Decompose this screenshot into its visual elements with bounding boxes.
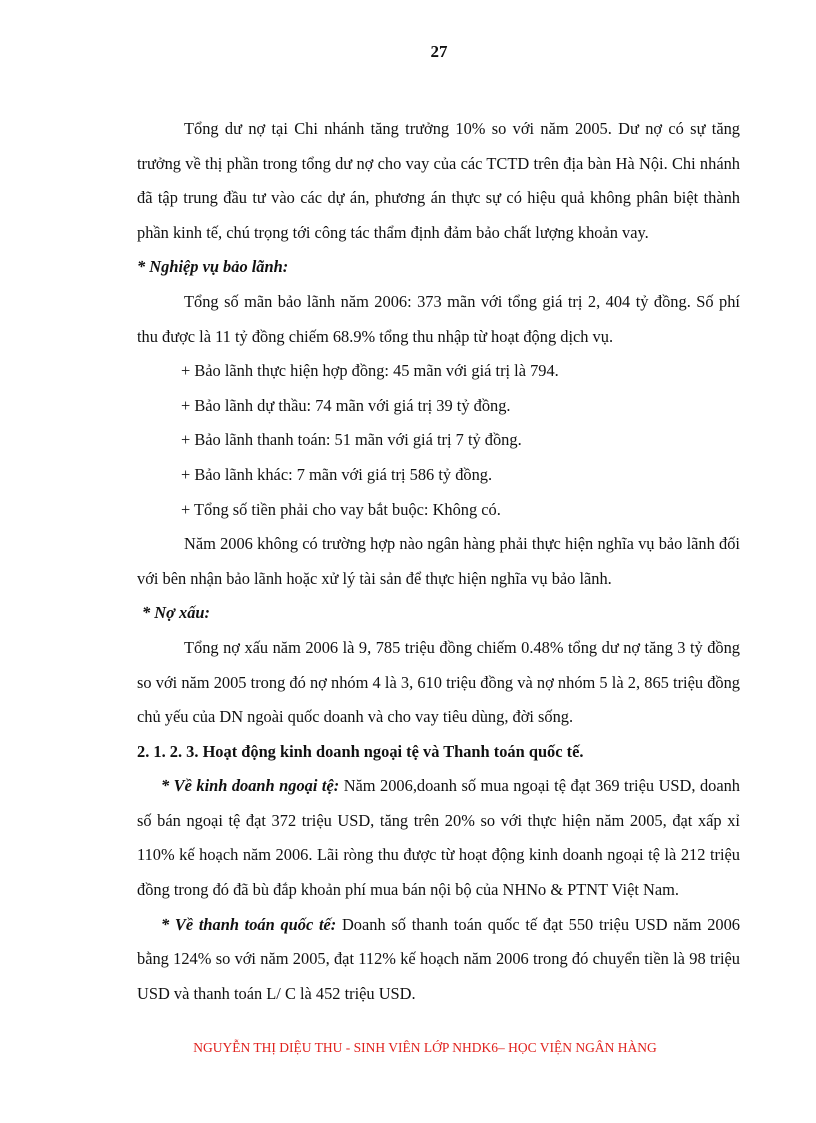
page-number: 27 (430, 42, 448, 61)
paragraph-loan-growth: Tổng dư nợ tại Chi nhánh tăng trưởng 10% so với năm 2005. Dư nợ có sự tăng trưởng về thị phần trong tổng dư nợ cho vay của các TCTD trên địa bàn Hà Nội. Chi nhánh đã tập trung đầu tư vào các dự án, phương án thực sự có hiệu quả không phân biệt thành phần kinh tế, chú trọng tới công tác thẩm định đảm bảo chất lượng khoản vay. (137, 119, 740, 242)
paragraph-bad-debt: Tổng nợ xấu năm 2006 là 9, 785 triệu đồng chiếm 0.48% tổng dư nợ tăng 3 tỷ đồng so với năm 2005 trong đó nợ nhóm 4 là 3, 610 triệu đồng và nợ nhóm 5 là 2, 865 triệu đồng chủ yếu của DN ngoài quốc doanh và cho vay tiêu dùng, đời sống. (137, 637, 740, 727)
paragraph-guarantee-total: Tổng số mãn bảo lãnh năm 2006: 373 mãn với tổng giá trị 2, 404 tỷ đồng. Số phí thu được là 11 tỷ đồng chiếm 68.9% tổng thu nhập từ hoạt động dịch vụ. (137, 291, 740, 346)
list-item: + Bảo lãnh thực hiện hợp đồng: 45 mãn với giá trị là 794. (181, 361, 559, 381)
list-item: + Bảo lãnh thanh toán: 51 mãn với giá trị 7 tỷ đồng. (181, 430, 522, 450)
list-item: + Bảo lãnh khác: 7 mãn với giá trị 586 tỷ đồng. (181, 464, 493, 484)
document-body (137, 112, 740, 1011)
intl-payment-label: * Về thanh toán quốc tế: (161, 914, 337, 934)
paragraph-intl-payment (137, 908, 740, 1012)
forex-text: Năm 2006,doanh số mua ngoại tệ đạt 369 triệu USD, doanh số bán ngoại tệ đạt 372 triệu USD, tăng trên 20% so với thực hiện năm 2005, đạt xấp xỉ 110% kế hoạch năm 2006. Lãi ròng thu được từ hoạt động kinh doanh ngoại tệ là 212 triệu đồng trong đó đã bù đắp khoản phí mua bán nội bộ của NHNo & PTNT Việt Nam. (137, 776, 741, 900)
heading-guarantee: * Nghiệp vụ bảo lãnh: (137, 257, 289, 277)
intl-payment-text: Doanh số thanh toán quốc tế đạt 550 triệu USD năm 2006 bằng 124% so với năm 2005, đạt 112% kế hoạch năm 2006 trong đó chuyển tiền là 98 triệu USD và thanh toán L/ C là 452 triệu USD. (137, 914, 740, 1003)
section-heading: 2. 1. 2. 3. Hoạt động kinh doanh ngoại tệ và Thanh toán quốc tế. (137, 741, 584, 761)
paragraph-guarantee-obligation: Năm 2006 không có trường hợp nào ngân hàng phải thực hiện nghĩa vụ bảo lãnh đối với bên nhận bảo lãnh hoặc xử lý tài sản để thực hiện nghĩa vụ bảo lãnh. (137, 534, 740, 588)
page-footer: NGUYỄN THỊ DIỆU THU - SINH VIÊN LỚP NHDK6– HỌC VIỆN NGÂN HÀNG (193, 1040, 657, 1055)
paragraph-forex (137, 769, 740, 907)
list-item: + Bảo lãnh dự thầu: 74 mãn với giá trị 39 tỷ đồng. (181, 395, 511, 415)
forex-label: * Về kinh doanh ngoại tệ: (161, 776, 340, 796)
heading-bad-debt: * Nợ xấu: (142, 603, 210, 623)
list-item: + Tổng số tiền phải cho vay bắt buộc: Không có. (181, 499, 501, 519)
